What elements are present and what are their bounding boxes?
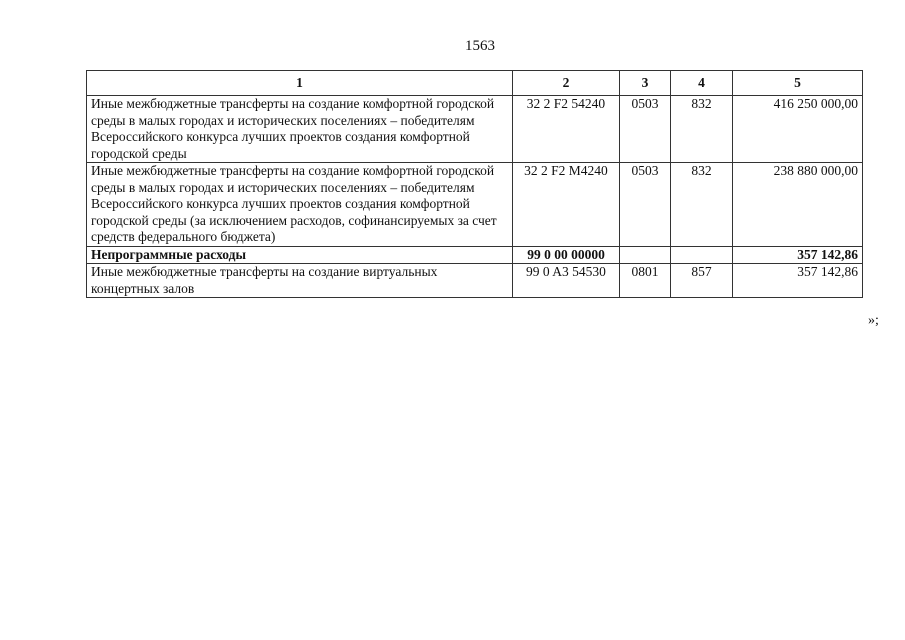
row-target-code: 99 0 A3 54530 — [513, 264, 620, 298]
row-expense-type: 832 — [671, 96, 733, 163]
header-col-3: 3 — [620, 71, 671, 96]
table-row — [87, 246, 863, 264]
header-col-4: 4 — [671, 71, 733, 96]
row-subsection — [620, 246, 671, 264]
row-sum: 238 880 000,00 — [733, 163, 863, 247]
table-header — [87, 71, 863, 96]
row-name: Непрограммные расходы — [87, 246, 513, 264]
header-col-1: 1 — [87, 71, 513, 96]
header-col-5: 5 — [733, 71, 863, 96]
table-body — [87, 96, 863, 298]
table-row — [87, 96, 863, 163]
row-expense-type: 857 — [671, 264, 733, 298]
row-name: Иные межбюджетные трансферты на создание виртуальных концертных залов — [87, 264, 513, 298]
row-target-code: 99 0 00 00000 — [513, 246, 620, 264]
row-expense-type: 832 — [671, 163, 733, 247]
row-name: Иные межбюджетные трансферты на создание комфортной городской среды в малых городах и исторических поселениях – победителям Всероссийского конкурса лучших проектов создания комфортной городской среды (за исключением расходов, софинансируемых за счет средств федерального бюджета) — [87, 163, 513, 247]
row-target-code: 32 2 F2 54240 — [513, 96, 620, 163]
table-row — [87, 264, 863, 298]
row-expense-type — [671, 246, 733, 264]
row-target-code: 32 2 F2 M4240 — [513, 163, 620, 247]
row-sum: 357 142,86 — [733, 246, 863, 264]
header-row — [87, 71, 863, 96]
row-sum: 416 250 000,00 — [733, 96, 863, 163]
table-row — [87, 163, 863, 247]
row-subsection: 0503 — [620, 96, 671, 163]
header-col-2: 2 — [513, 71, 620, 96]
budget-table — [86, 70, 863, 298]
page-number: 1563 — [465, 38, 495, 54]
closing-quote-mark: »; — [868, 313, 879, 328]
row-name: Иные межбюджетные трансферты на создание комфортной городской среды в малых городах и исторических поселениях – победителям Всероссийского конкурса лучших проектов создания комфортной городской среды — [87, 96, 513, 163]
row-subsection: 0503 — [620, 163, 671, 247]
row-subsection: 0801 — [620, 264, 671, 298]
row-sum: 357 142,86 — [733, 264, 863, 298]
